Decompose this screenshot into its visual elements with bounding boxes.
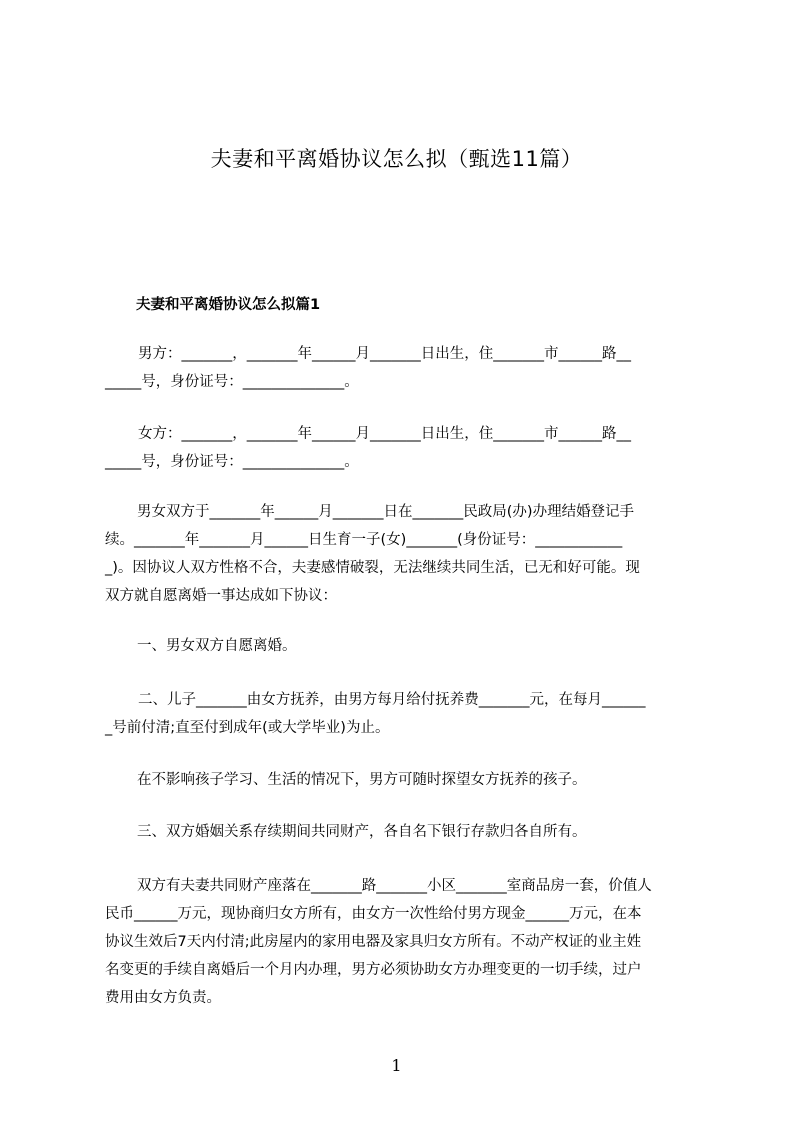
paragraph-husband-info xyxy=(105,340,705,396)
paragraph-line: 一、男女双方自愿离婚。 xyxy=(137,638,297,654)
paragraph-line: 二、儿子_______由女方抚养，由男方每月给付抚养费_______元，在每月______ xyxy=(138,692,646,708)
paragraph-property xyxy=(105,872,705,1012)
paragraph-line: _____号，身份证号：______________。 xyxy=(105,454,359,470)
paragraph-line: _号前付清;直至付到成年(或大学毕业)为止。 xyxy=(105,720,390,736)
paragraph-line: 三、双方婚姻关系存续期间共同财产，各自名下银行存款归各自所有。 xyxy=(137,824,587,840)
paragraph-line: 男方：_______，_______年______月_______日出生，住_______市______路__ xyxy=(138,346,631,362)
paragraph-visitation xyxy=(105,766,705,794)
section-heading: 夫妻和平离婚协议怎么拟篇1 xyxy=(136,297,321,313)
paragraph-line: 双方就自愿离婚一事达成如下协议： xyxy=(105,588,337,604)
paragraph-clause-1 xyxy=(105,632,705,660)
paragraph-clause-3 xyxy=(105,818,705,846)
paragraph-line: 协议生效后7天内付清;此房屋内的家用电器及家具归女方所有。不动产权证的业主姓 xyxy=(105,934,642,950)
page-number: 1 xyxy=(391,1056,402,1075)
paragraph-line: _)。因协议人双方性格不合，夫妻感情破裂，无法继续共同生活，已无和好可能。现 xyxy=(105,560,640,576)
paragraph-line: 女方：_______，_______年______月_______日出生，住_______市______路__ xyxy=(138,426,631,442)
paragraph-line: 双方有夫妻共同财产座落在_______路_______小区_______室商品房一套，价值人 xyxy=(137,878,652,894)
paragraph-line: 名变更的手续自离婚后一个月内办理，男方必须协助女方办理变更的一切手续，过户 xyxy=(105,962,642,978)
document-title: 夫妻和平离婚协议怎么拟（甄选11篇） xyxy=(210,147,583,171)
paragraph-line: 民币______万元，现协商归女方所有，由女方一次性给付男方现金______万元，在本 xyxy=(105,906,642,922)
paragraph-marriage-info xyxy=(105,498,705,610)
paragraph-wife-info xyxy=(105,420,705,476)
paragraph-line: 男女双方于_______年______月_______日在_______民政局(办)办理结婚登记手 xyxy=(137,504,635,520)
paragraph-line: 续。_______年_______月______日生育一子(女)_______(身份证号：____________ xyxy=(105,532,623,548)
paragraph-clause-2 xyxy=(105,686,705,742)
paragraph-line: 费用由女方负责。 xyxy=(105,990,221,1006)
paragraph-line: 在不影响孩子学习、生活的情况下，男方可随时探望女方抚养的孩子。 xyxy=(137,772,587,788)
paragraph-line: _____号，身份证号：______________。 xyxy=(105,374,359,390)
